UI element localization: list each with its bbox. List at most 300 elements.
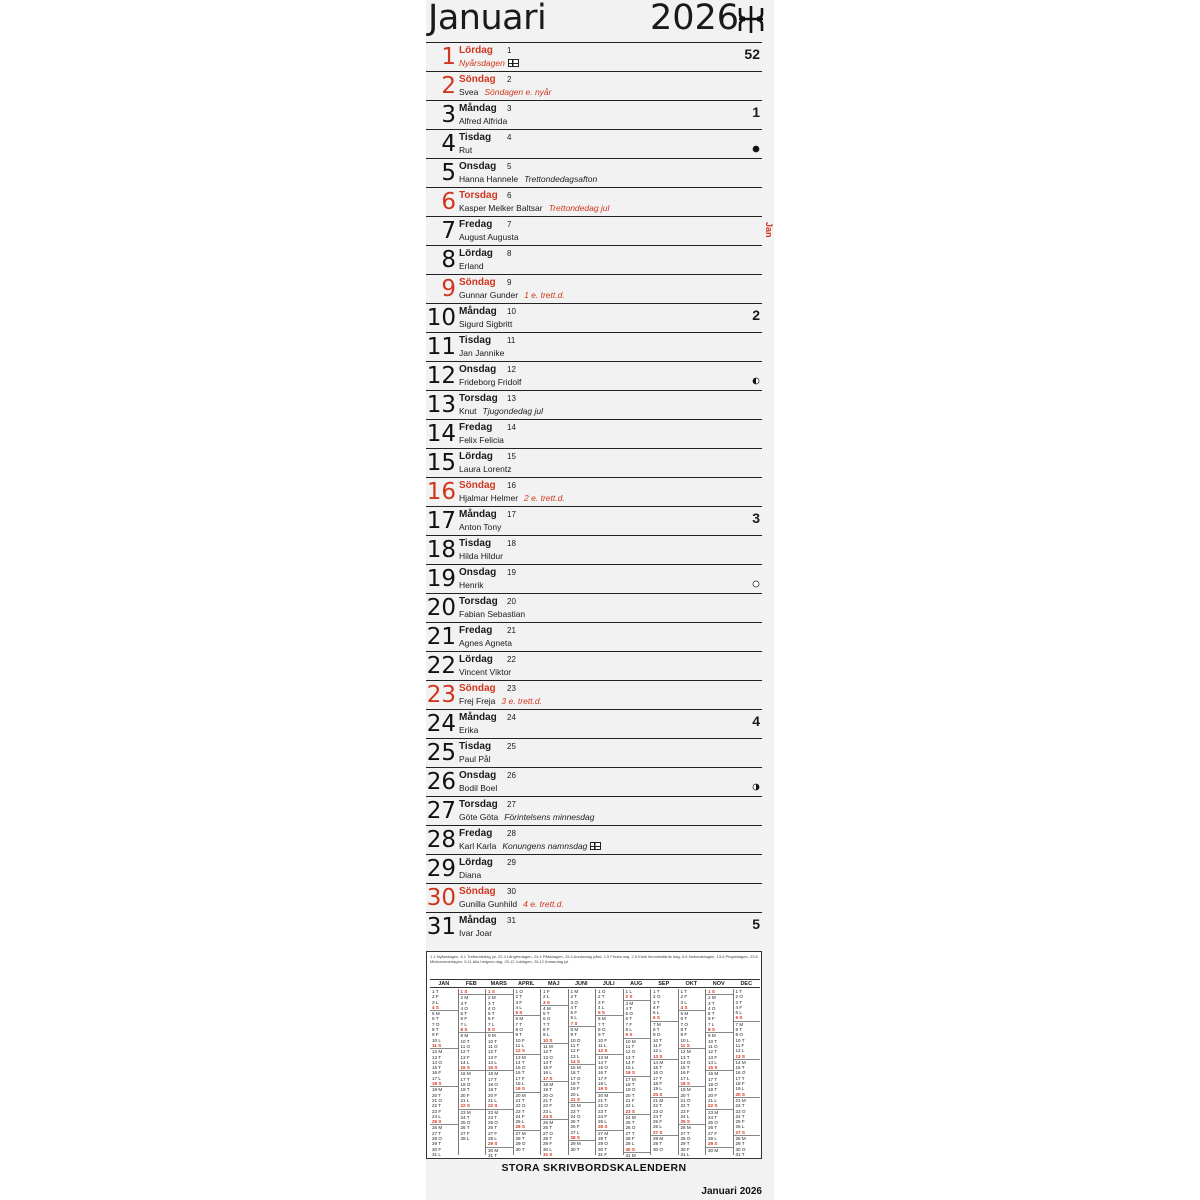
- day-row: [426, 158, 762, 187]
- mini-day: 5 L: [735, 1010, 742, 1016]
- mini-day: 9 O: [653, 1032, 661, 1038]
- day-number: 26: [426, 769, 456, 795]
- mini-day: 25 L: [598, 1119, 607, 1125]
- mini-day: 6 S: [653, 1015, 660, 1021]
- mini-day: 2 S: [625, 994, 633, 1000]
- name-day-line: [459, 348, 504, 358]
- name-day-line: [459, 899, 564, 909]
- mini-day: 23 T: [598, 1108, 608, 1114]
- day-number: 29: [426, 856, 456, 882]
- mini-day: 11 F: [735, 1042, 745, 1048]
- weekday-label: Onsdag: [459, 567, 497, 578]
- mini-day: 26 S: [598, 1124, 608, 1130]
- mini-day: 17 M: [624, 1076, 651, 1082]
- mini-day: 13 F: [488, 1054, 498, 1060]
- mini-day: 6 F: [488, 1016, 495, 1022]
- mini-day: 13 M: [514, 1054, 541, 1060]
- day-number: 23: [426, 682, 456, 708]
- mini-day: 15 O: [598, 1065, 608, 1071]
- mini-day: 11 S: [432, 1042, 442, 1048]
- day-number: 11: [426, 334, 456, 360]
- mini-day: 2 M: [459, 994, 486, 1000]
- name-day-names: Sigurd Sigbritt: [459, 319, 513, 329]
- mini-day: 8 L: [625, 1027, 632, 1033]
- name-day-names: Frej Freja: [459, 696, 496, 706]
- mini-day: 25 L: [515, 1119, 525, 1125]
- mini-day: 14 S: [570, 1058, 580, 1064]
- name-day-line: [459, 754, 491, 764]
- day-number: 6: [441, 189, 456, 215]
- mini-day: 8 O: [515, 1027, 523, 1033]
- mini-day: 27 T: [625, 1130, 635, 1136]
- name-day-names: Hjalmar Helmer: [459, 493, 519, 503]
- mini-month-days: [513, 989, 541, 1155]
- name-day-line: [459, 319, 512, 329]
- mini-day: 8 F: [543, 1027, 550, 1033]
- mini-day: 2 T: [570, 994, 578, 1000]
- mini-day: 22 M: [569, 1102, 596, 1108]
- mini-day: 6 M: [596, 1015, 623, 1021]
- mini-day: 12 L: [735, 1048, 745, 1054]
- mini-day: 26 T: [708, 1125, 718, 1131]
- name-day-line: [459, 145, 472, 155]
- day-of-year: 24: [507, 713, 516, 722]
- mini-day: 12 L: [653, 1048, 662, 1054]
- mini-day: 9 L: [543, 1032, 550, 1038]
- mini-day: 15 S: [488, 1065, 498, 1071]
- mini-day: 17 T: [735, 1075, 745, 1081]
- day-of-year: 12: [507, 365, 516, 374]
- mini-day: 3 L: [432, 999, 439, 1005]
- mini-day: 27 T: [680, 1130, 690, 1136]
- mini-day: 10 T: [460, 1038, 470, 1044]
- mini-day: 29 M: [569, 1140, 596, 1146]
- mini-day: 15 S: [708, 1065, 718, 1071]
- mini-day: 15 T: [680, 1065, 690, 1071]
- name-day-names: Frideborg Fridolf: [459, 377, 522, 387]
- mini-day: 14 T: [515, 1059, 525, 1065]
- mini-month-days: [623, 989, 651, 1158]
- name-day-names: Erland: [459, 261, 484, 271]
- mini-day: 10 M: [624, 1038, 651, 1044]
- mini-day: 17 S: [543, 1075, 553, 1081]
- mini-day: 16 T: [598, 1070, 608, 1076]
- mini-day: 24 M: [624, 1114, 651, 1120]
- mini-day: 11 L: [515, 1042, 525, 1048]
- day-row: [426, 622, 762, 651]
- mini-day: 7 T: [543, 1021, 550, 1027]
- mini-day: 26 M: [430, 1124, 458, 1130]
- mini-day: 6 F: [708, 1016, 715, 1022]
- mini-day: 21 O: [680, 1097, 691, 1103]
- mini-day: 9 O: [735, 1032, 743, 1038]
- mini-day: 8 T: [680, 1027, 688, 1033]
- mini-day: 12 T: [543, 1049, 553, 1055]
- mini-day: 22 S: [460, 1103, 470, 1109]
- mini-day: 6 S: [735, 1015, 743, 1021]
- mini-day: 2 M: [706, 994, 733, 1000]
- mini-day: 18 T: [570, 1081, 580, 1087]
- mini-day: 31 M: [624, 1152, 651, 1158]
- name-day-names: Kasper Melker Baltsar: [459, 203, 543, 213]
- day-number: 21: [426, 624, 456, 650]
- day-number: 8: [441, 247, 456, 273]
- name-day-names: Rut: [459, 145, 473, 155]
- mini-day: 20 F: [708, 1092, 718, 1098]
- mini-day: 26 S: [515, 1124, 525, 1130]
- day-row: [426, 129, 762, 158]
- weekday-label: Torsdag: [459, 393, 498, 404]
- day-number: 5: [441, 160, 456, 186]
- day-number: 20: [426, 595, 456, 621]
- mini-day: 2 F: [432, 994, 439, 1000]
- mini-day: 5 M: [679, 1010, 706, 1016]
- mini-day: 23 T: [570, 1108, 580, 1114]
- mini-day: 25 S: [432, 1119, 442, 1125]
- mini-day: 16 O: [735, 1070, 746, 1076]
- mini-day: 18 L: [598, 1081, 607, 1087]
- day-of-year: 1: [507, 46, 512, 55]
- day-of-year: 7: [507, 220, 512, 229]
- name-day-line: [459, 522, 501, 532]
- mini-day: 20 F: [488, 1092, 498, 1098]
- mini-day: 13 T: [432, 1054, 442, 1060]
- mini-day: 18 S: [680, 1081, 690, 1087]
- mini-day: 23 F: [432, 1108, 442, 1114]
- mini-month-days: [458, 989, 486, 1155]
- mini-day: 21 F: [625, 1097, 635, 1103]
- mini-day: 29 F: [543, 1141, 553, 1147]
- mini-day: 24 F: [598, 1113, 608, 1119]
- mini-day: 9 S: [625, 1032, 633, 1038]
- weekday-label: Fredag: [459, 422, 493, 433]
- mini-month-header: DEC: [733, 979, 761, 988]
- mini-day: 4 O: [708, 1005, 716, 1011]
- weekday-label: Måndag: [459, 915, 497, 926]
- mini-day: 31 L: [432, 1151, 441, 1157]
- mini-day: 3 T: [708, 1000, 715, 1006]
- mini-day: 28 T: [515, 1136, 525, 1142]
- name-day-line: [459, 696, 542, 706]
- mini-day: 12 T: [488, 1049, 498, 1055]
- day-of-year: 13: [507, 394, 516, 403]
- mini-day: 18 O: [460, 1082, 471, 1088]
- flag-icon: [509, 60, 518, 66]
- mini-day: 14 M: [651, 1059, 678, 1065]
- holiday-note: Förintelsens minnesdag: [504, 812, 595, 822]
- mini-day: 18 M: [541, 1081, 568, 1087]
- weekday-label: Torsdag: [459, 596, 498, 607]
- mini-day: 3 T: [488, 1000, 495, 1006]
- weekday-label: Fredag: [459, 219, 493, 230]
- mini-day: 3 F: [598, 999, 605, 1005]
- logo-icon: [736, 4, 766, 34]
- mini-day: 23 T: [515, 1108, 525, 1114]
- day-of-year: 19: [507, 568, 516, 577]
- mini-day: 31 F: [598, 1151, 608, 1157]
- mini-day: 1 L: [625, 989, 632, 994]
- mini-day: 29 T: [735, 1141, 745, 1147]
- name-day-line: [459, 667, 511, 677]
- mini-day: 25 O: [708, 1120, 718, 1126]
- mini-day: 21 S: [570, 1096, 580, 1102]
- mini-day: 19 L: [735, 1086, 745, 1092]
- mini-day: 28 T: [598, 1136, 608, 1142]
- name-day-line: [459, 232, 519, 242]
- mini-day: 20 S: [735, 1091, 745, 1097]
- mini-day: 26 L: [653, 1124, 662, 1130]
- mini-day: 30 M: [486, 1147, 513, 1153]
- day-of-year: 21: [507, 626, 516, 635]
- mini-day: 10 T: [708, 1038, 718, 1044]
- name-day-line: [459, 377, 521, 387]
- mini-day: 9 T: [515, 1032, 523, 1038]
- name-day-line: [459, 841, 600, 851]
- mini-day: 26 O: [625, 1125, 636, 1131]
- mini-day: 5 L: [653, 1010, 660, 1016]
- holiday-note: Konungens namnsdag: [502, 841, 588, 851]
- weekday-label: Lördag: [459, 248, 493, 259]
- mini-day: 22 S: [708, 1103, 718, 1109]
- mini-day: 7 O: [432, 1021, 440, 1027]
- day-number: 12: [426, 363, 456, 389]
- day-row: [426, 419, 762, 448]
- moon-first-icon: [752, 783, 760, 791]
- mini-day: 1 S: [708, 989, 715, 994]
- weekday-label: Tisdag: [459, 741, 492, 752]
- mini-day: 10 L: [680, 1037, 690, 1043]
- name-day-line: [459, 870, 481, 880]
- mini-day: 11 F: [653, 1042, 662, 1048]
- mini-day: 16 S: [625, 1070, 635, 1076]
- mini-day: 14 T: [598, 1059, 608, 1065]
- mini-day: 13 M: [596, 1054, 623, 1060]
- day-of-year: 2: [507, 75, 512, 84]
- day-of-year: 27: [507, 800, 516, 809]
- weekday-label: Söndag: [459, 886, 496, 897]
- mini-day: 24 S: [543, 1113, 553, 1119]
- mini-day: 19 O: [625, 1087, 636, 1093]
- day-row: [426, 100, 762, 129]
- mini-day: 22 T: [735, 1103, 745, 1109]
- day-row: [426, 390, 762, 419]
- week-number: 5: [752, 916, 760, 932]
- day-of-year: 18: [507, 539, 516, 548]
- mini-day: 28 M: [734, 1135, 761, 1141]
- mini-day: 5 T: [543, 1011, 550, 1017]
- mini-day: 9 M: [486, 1032, 513, 1038]
- week-number: 4: [752, 713, 760, 729]
- mini-day: 6 T: [680, 1016, 688, 1022]
- mini-month-header: AUG: [623, 979, 651, 988]
- mini-day: 7 O: [680, 1021, 688, 1027]
- mini-day: 8 T: [653, 1027, 660, 1033]
- mini-day: 19 S: [515, 1086, 525, 1092]
- mini-day: 9 T: [598, 1032, 605, 1038]
- mini-day: 23 M: [459, 1109, 486, 1115]
- name-day-names: Anton Tony: [459, 522, 502, 532]
- mini-day: 27 O: [543, 1130, 553, 1136]
- weekday-label: Lördag: [459, 45, 493, 56]
- mini-day: 29 S: [708, 1141, 718, 1147]
- mini-day: 8 M: [569, 1026, 596, 1032]
- mini-day: 16 M: [486, 1070, 513, 1076]
- mini-day: 9 F: [432, 1032, 439, 1038]
- mini-day: 11 L: [598, 1042, 607, 1048]
- mini-day: 9 M: [459, 1032, 486, 1038]
- mini-day: 22 T: [432, 1103, 442, 1109]
- mini-day: 18 F: [653, 1081, 663, 1087]
- mini-day: 12 S: [515, 1048, 525, 1054]
- mini-day: 13 O: [543, 1054, 553, 1060]
- name-day-line: [459, 783, 497, 793]
- mini-day: 7 T: [515, 1021, 523, 1027]
- weekday-label: Tisdag: [459, 538, 492, 549]
- holiday-note: 4 e. trett.d.: [523, 899, 564, 909]
- week-number: 2: [752, 307, 760, 323]
- moon-last-icon: [752, 377, 760, 385]
- mini-day: 30 F: [432, 1146, 442, 1152]
- mini-day: 15 T: [653, 1065, 663, 1071]
- mini-day: 4 S: [680, 1004, 688, 1010]
- mini-day: 23 O: [653, 1108, 663, 1114]
- mini-day: 25 T: [625, 1120, 635, 1126]
- name-day-line: [459, 638, 512, 648]
- holiday-note: Nyårsdagen: [459, 58, 505, 68]
- day-number: 4: [441, 131, 456, 157]
- mini-day: 13 T: [680, 1054, 690, 1060]
- weekday-label: Tisdag: [459, 132, 492, 143]
- holiday-note: 2 e. trett.d.: [524, 493, 565, 503]
- month-title: Januari: [428, 0, 547, 38]
- name-day-names: Paul Pål: [459, 754, 491, 764]
- mini-day: 21 L: [460, 1097, 470, 1103]
- mini-day: 22 S: [488, 1103, 498, 1109]
- mini-month-days: [430, 989, 458, 1155]
- mini-day: 19 L: [653, 1086, 662, 1092]
- day-row: [426, 883, 762, 912]
- week-number: 1: [752, 104, 760, 120]
- mini-day: 18 O: [488, 1082, 498, 1088]
- mini-day: 10 O: [570, 1037, 581, 1043]
- mini-day: 5 T: [460, 1011, 468, 1017]
- weekday-label: Söndag: [459, 74, 496, 85]
- mini-day: 25 T: [570, 1119, 580, 1125]
- mini-day: 28 L: [708, 1136, 717, 1142]
- mini-day: 10 L: [432, 1037, 441, 1043]
- mini-day: 20 S: [653, 1091, 663, 1097]
- mini-day: 11 O: [488, 1043, 498, 1049]
- mini-month-header: APRIL: [513, 979, 541, 988]
- name-day-names: Jan Jannike: [459, 348, 505, 358]
- mini-day: 17 L: [432, 1075, 441, 1081]
- day-number: 22: [426, 653, 456, 679]
- name-day-names: Knut: [459, 406, 477, 416]
- mini-day: 16 T: [515, 1070, 525, 1076]
- day-of-year: 11: [507, 336, 516, 345]
- day-number: 7: [441, 218, 456, 244]
- name-day-names: Bodil Boel: [459, 783, 498, 793]
- mini-day: 8 S: [708, 1027, 715, 1033]
- mini-month-header: OKT: [678, 979, 706, 988]
- mini-day: 16 M: [706, 1070, 733, 1076]
- mini-day: 3 T: [735, 999, 743, 1005]
- mini-day: 9 T: [570, 1032, 578, 1038]
- mini-day: 13 S: [735, 1053, 745, 1059]
- mini-day: 12 T: [708, 1049, 718, 1055]
- day-of-year: 17: [507, 510, 516, 519]
- day-number: 3: [441, 102, 456, 128]
- mini-day: 30 S: [625, 1146, 635, 1152]
- day-number: 19: [426, 566, 456, 592]
- name-day-names: Agnes Agneta: [459, 638, 512, 648]
- weekday-label: Måndag: [459, 712, 497, 723]
- name-day-line: [459, 551, 503, 561]
- day-of-year: 28: [507, 829, 516, 838]
- mini-day: 5 F: [570, 1010, 578, 1016]
- mini-day: 27 T: [432, 1130, 442, 1136]
- mini-day: 22 L: [625, 1103, 635, 1109]
- mini-day: 21 M: [651, 1097, 678, 1103]
- mini-day: 29 T: [432, 1141, 442, 1147]
- mini-day: 2 O: [735, 994, 743, 1000]
- day-row: [426, 738, 762, 767]
- name-day-names: Alfred Alfrida: [459, 116, 508, 126]
- mini-day: 22 T: [680, 1103, 690, 1109]
- name-day-names: Gunnar Gunder: [459, 290, 519, 300]
- mini-day: 23 S: [625, 1108, 635, 1114]
- day-of-year: 10: [507, 307, 516, 316]
- name-day-line: [459, 812, 594, 822]
- weekday-label: Lördag: [459, 451, 493, 462]
- day-of-year: 15: [507, 452, 516, 461]
- weekday-label: Fredag: [459, 828, 493, 839]
- mini-month-header: SEP: [650, 979, 678, 988]
- day-of-year: 9: [507, 278, 512, 287]
- day-number: 25: [426, 740, 456, 766]
- mini-day: 27 S: [735, 1129, 745, 1135]
- mini-day: 17 F: [598, 1075, 608, 1081]
- mini-day: 26 L: [735, 1124, 745, 1130]
- mini-day: 2 T: [515, 994, 523, 1000]
- day-number: 13: [426, 392, 456, 418]
- mini-day: 19 T: [543, 1087, 553, 1093]
- mini-day: 19 S: [598, 1086, 608, 1092]
- mini-day: 19 T: [708, 1087, 718, 1093]
- weekday-label: Måndag: [459, 306, 497, 317]
- weekday-label: Torsdag: [459, 799, 498, 810]
- holiday-note: Söndagen e. nyår: [484, 87, 552, 97]
- moon-new-icon: [752, 580, 760, 588]
- day-of-year: 4: [507, 133, 512, 142]
- holiday-note: Trettondedag jul: [548, 203, 610, 213]
- mini-day: 20 F: [460, 1092, 470, 1098]
- mini-day: 26 M: [679, 1124, 706, 1130]
- mini-day: 20 L: [570, 1091, 580, 1097]
- mini-day: 7 L: [488, 1021, 495, 1027]
- name-day-line: [459, 928, 492, 938]
- mini-day: 11 O: [708, 1043, 718, 1049]
- mini-day: 7 S: [570, 1020, 578, 1026]
- day-number: 28: [426, 827, 456, 853]
- day-row: [426, 216, 762, 245]
- mini-day: 12 T: [460, 1049, 470, 1055]
- day-of-year: 23: [507, 684, 516, 693]
- moon-full-icon: [752, 145, 760, 153]
- day-row: [426, 303, 762, 332]
- name-day-names: August Augusta: [459, 232, 519, 242]
- mini-day: 24 T: [460, 1114, 470, 1120]
